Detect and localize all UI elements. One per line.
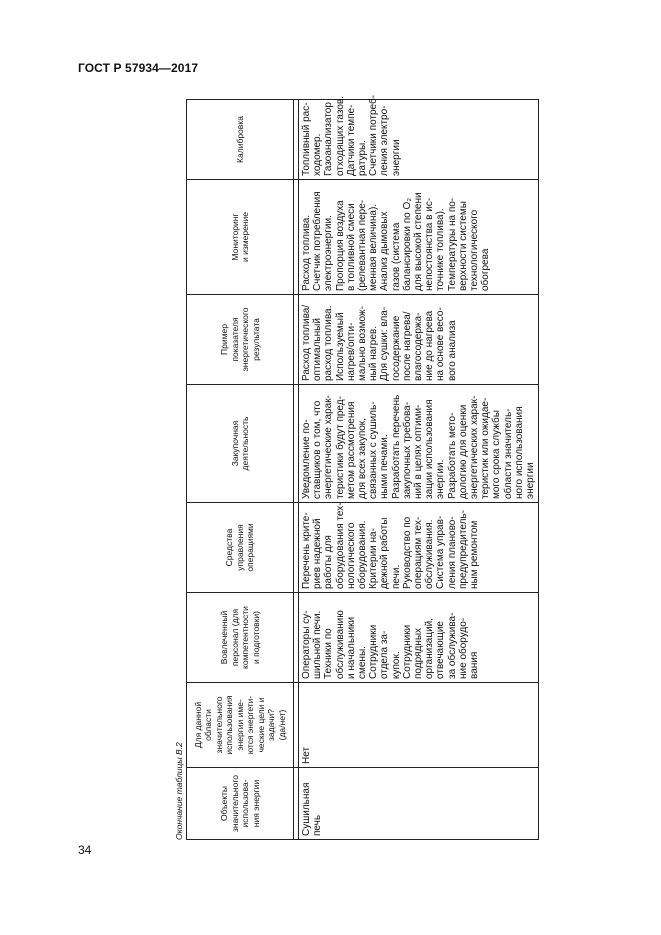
cell-line: ный нагрев. xyxy=(368,325,380,381)
cell-line: Расход топлива. xyxy=(301,214,312,291)
cell-line: шильной печи. xyxy=(312,610,324,679)
cell-line: ний в целях оптими- xyxy=(413,404,425,499)
header-line: значительного xyxy=(229,775,240,833)
cell-line: Руководство по xyxy=(401,516,413,589)
header-line: и измерение xyxy=(240,212,250,262)
header-line: Пример xyxy=(219,324,229,355)
header-line: области xyxy=(203,709,214,741)
header-line: использова- xyxy=(240,779,250,828)
cell-line: организаций, xyxy=(424,617,436,679)
cell-line: риев надежной xyxy=(312,518,324,589)
cell-line: энергетические харак- xyxy=(323,395,335,499)
cell-line: ления планово- xyxy=(446,516,458,589)
cell-personnel xyxy=(299,593,539,683)
cell-line: оборудования. xyxy=(357,520,369,589)
cell-line: Используемый xyxy=(334,312,346,381)
header-line: операциями xyxy=(245,523,256,572)
header-line: персонал (для xyxy=(229,608,240,667)
cell-line: ставщиков о том, что xyxy=(312,400,324,499)
cell-line: газов (система xyxy=(390,222,402,291)
cell-line: балансировки по O₂ xyxy=(401,197,413,291)
cell-line: верхности системы xyxy=(457,201,469,291)
cell-line: Газоанализатор xyxy=(323,102,335,176)
cell-calibration xyxy=(299,94,539,180)
cell-line: Пропорция воздуха xyxy=(334,200,346,291)
cell-line: обогрева xyxy=(480,248,492,291)
cell-line: купок. xyxy=(390,651,402,679)
cell-line: ратуры. xyxy=(357,139,369,176)
cell-line: закупочных требова- xyxy=(401,401,413,499)
cell-line: связанных с сушиль- xyxy=(368,401,380,499)
header-line: управления xyxy=(234,524,245,571)
header-cell xyxy=(187,683,294,768)
header-line: (да/нет) xyxy=(276,709,287,741)
header-line: Мониторинг xyxy=(229,213,240,261)
cell-line: метом рассмотрения xyxy=(345,401,357,499)
cell-line: Сотрудники xyxy=(368,624,380,679)
header-cell xyxy=(187,503,294,593)
cell-line: энергии xyxy=(525,462,537,499)
header-line: значительного xyxy=(213,696,224,754)
header-line: Закупочная xyxy=(229,420,240,467)
cell-line: нагрев/опти- xyxy=(345,322,357,381)
cell-line: и начальники xyxy=(345,616,357,679)
header-cell xyxy=(187,100,294,180)
cell-line: теристики будут пред- xyxy=(334,396,346,499)
cell-line: Разработать мето- xyxy=(446,412,458,499)
cell-line: Для сушки: вла- xyxy=(379,306,391,381)
cell-line: Счетчик потребления xyxy=(312,191,324,291)
table-row xyxy=(299,100,539,840)
cell-line: Сотрудники xyxy=(401,624,413,679)
cell-procurement xyxy=(299,385,539,503)
header-line: деятельность xyxy=(240,416,250,471)
cell-line: Система управ- xyxy=(435,515,447,589)
cell-line: вания xyxy=(469,651,481,679)
cell-line: ным ремонтом xyxy=(469,520,481,589)
cell-line: Критерии на- xyxy=(368,528,380,589)
header-line: Калибровка xyxy=(234,116,245,163)
cell-line: работы для xyxy=(323,535,335,589)
cell-line: Операторы су- xyxy=(301,610,312,679)
header-line: Средства xyxy=(224,528,235,567)
cell-object xyxy=(299,768,539,840)
cell-line: (релевантная пере- xyxy=(357,199,369,291)
header-line: Для данной xyxy=(192,701,203,749)
cell-line: нологического xyxy=(345,522,357,589)
cell-line: Сушильная xyxy=(301,782,312,836)
header-line: результата xyxy=(250,318,261,361)
cell-line: на основе весо- xyxy=(435,307,447,381)
cell-line: обслуживания. xyxy=(424,519,436,589)
cell-monitoring xyxy=(299,180,539,295)
header-line: задачи? xyxy=(266,708,277,742)
energy-table xyxy=(186,94,539,840)
cell-line: операциям тех- xyxy=(413,516,425,589)
header-line: энергетического xyxy=(240,307,250,372)
cell-indicator xyxy=(299,295,539,385)
header-cell xyxy=(187,295,294,385)
cell-line: отвечающие xyxy=(435,621,447,679)
cell-line: Анализ дымовых xyxy=(379,211,391,291)
header-line: ния энергии xyxy=(250,779,261,828)
header-row xyxy=(187,100,294,840)
cell-line: энергетических харак- xyxy=(469,395,481,499)
cell-line: Счетчики потреб- xyxy=(368,94,380,176)
cell-line: дежной работы xyxy=(379,517,391,589)
header-line: энергии име- xyxy=(234,699,245,751)
cell-line: оптимальный xyxy=(312,318,324,381)
cell-line: непостоянства в ис- xyxy=(424,197,436,291)
cell-line: ного использования xyxy=(513,406,525,499)
cell-line: для высокой степени xyxy=(413,192,425,291)
header-line: использования xyxy=(224,695,235,755)
cell-line: зации использования xyxy=(424,399,436,499)
cell-line: ными печами. xyxy=(379,434,391,499)
cell-line: смены. xyxy=(357,646,369,679)
header-cell xyxy=(187,593,294,683)
cell-line: энергии xyxy=(390,139,402,176)
cell-line: оборудования тех- xyxy=(334,502,346,589)
cell-line: менная величина). xyxy=(368,203,380,291)
cell-line: мого срока службы xyxy=(491,410,503,499)
cell-line: Нет xyxy=(301,746,312,764)
cell-line: расход топлива. xyxy=(323,305,335,381)
cell-line: госодержание xyxy=(390,315,402,381)
header-line: Вовлеченный xyxy=(219,610,229,665)
cell-line: отходящих газов. xyxy=(334,96,346,176)
cell-line: теристик или ожидае- xyxy=(480,397,492,499)
cell-line: влагосодержа- xyxy=(413,312,425,381)
cell-line: Уведомление по- xyxy=(301,419,312,499)
header-cell xyxy=(187,385,294,503)
header-cell xyxy=(187,768,294,840)
cell-goals xyxy=(299,683,539,768)
table-caption: Окончание таблицы В.2 xyxy=(174,742,184,840)
cell-line: ления электро- xyxy=(379,105,391,176)
cell-line: Техники по xyxy=(323,628,335,679)
cell-line: ходомер. xyxy=(312,133,324,176)
cell-line: Разработать перечень xyxy=(390,394,402,499)
cell-line: вого анализа xyxy=(446,320,458,381)
cell-line: печь xyxy=(312,814,324,836)
cell-line: мально возмож- xyxy=(357,306,369,381)
header-line: ческие цели и xyxy=(255,697,266,753)
cell-line: печи. xyxy=(390,564,402,589)
header-line: Объекты xyxy=(219,785,229,822)
cell-line: после нагрева/ xyxy=(401,311,413,381)
cell-line: Топливный рас- xyxy=(301,102,312,176)
cell-line: отдела за- xyxy=(379,630,391,679)
cell-line: подрядных xyxy=(413,627,425,679)
cell-controls xyxy=(299,503,539,593)
cell-line: Датчики темпе- xyxy=(345,104,357,176)
cell-line: точнике топлива). xyxy=(435,208,447,291)
cell-line: Перечень крите- xyxy=(301,512,312,589)
cell-line: Температуры на по- xyxy=(446,197,458,291)
cell-line: обслуживанию xyxy=(334,610,346,679)
header-cell xyxy=(187,180,294,295)
cell-line: технологического xyxy=(469,209,481,291)
cell-line: для всех закупок, xyxy=(357,418,369,499)
header-line: показателя xyxy=(229,317,240,362)
header-line: и подготовки) xyxy=(250,611,261,665)
rotated-table-block xyxy=(172,94,537,840)
cell-line: дологию для оценки xyxy=(457,404,469,499)
cell-line: предупредитель- xyxy=(457,510,469,589)
cell-line: в топливной смеси xyxy=(345,203,357,291)
cell-line: энергии. xyxy=(435,459,447,499)
cell-line: ние до нагрева xyxy=(424,310,436,381)
header-line: ются энергети- xyxy=(245,695,256,755)
cell-line: области значитель- xyxy=(502,408,514,499)
page-number: 34 xyxy=(78,843,92,857)
cell-line: Расход топлива/ xyxy=(301,304,312,381)
cell-line: электроэнергии. xyxy=(323,215,335,291)
cell-line: за обслужива- xyxy=(446,612,458,679)
header-line: компетентности xyxy=(240,606,250,669)
cell-line: ние оборудо- xyxy=(457,617,469,679)
standard-header: ГОСТ Р 57934—2017 xyxy=(78,61,199,75)
